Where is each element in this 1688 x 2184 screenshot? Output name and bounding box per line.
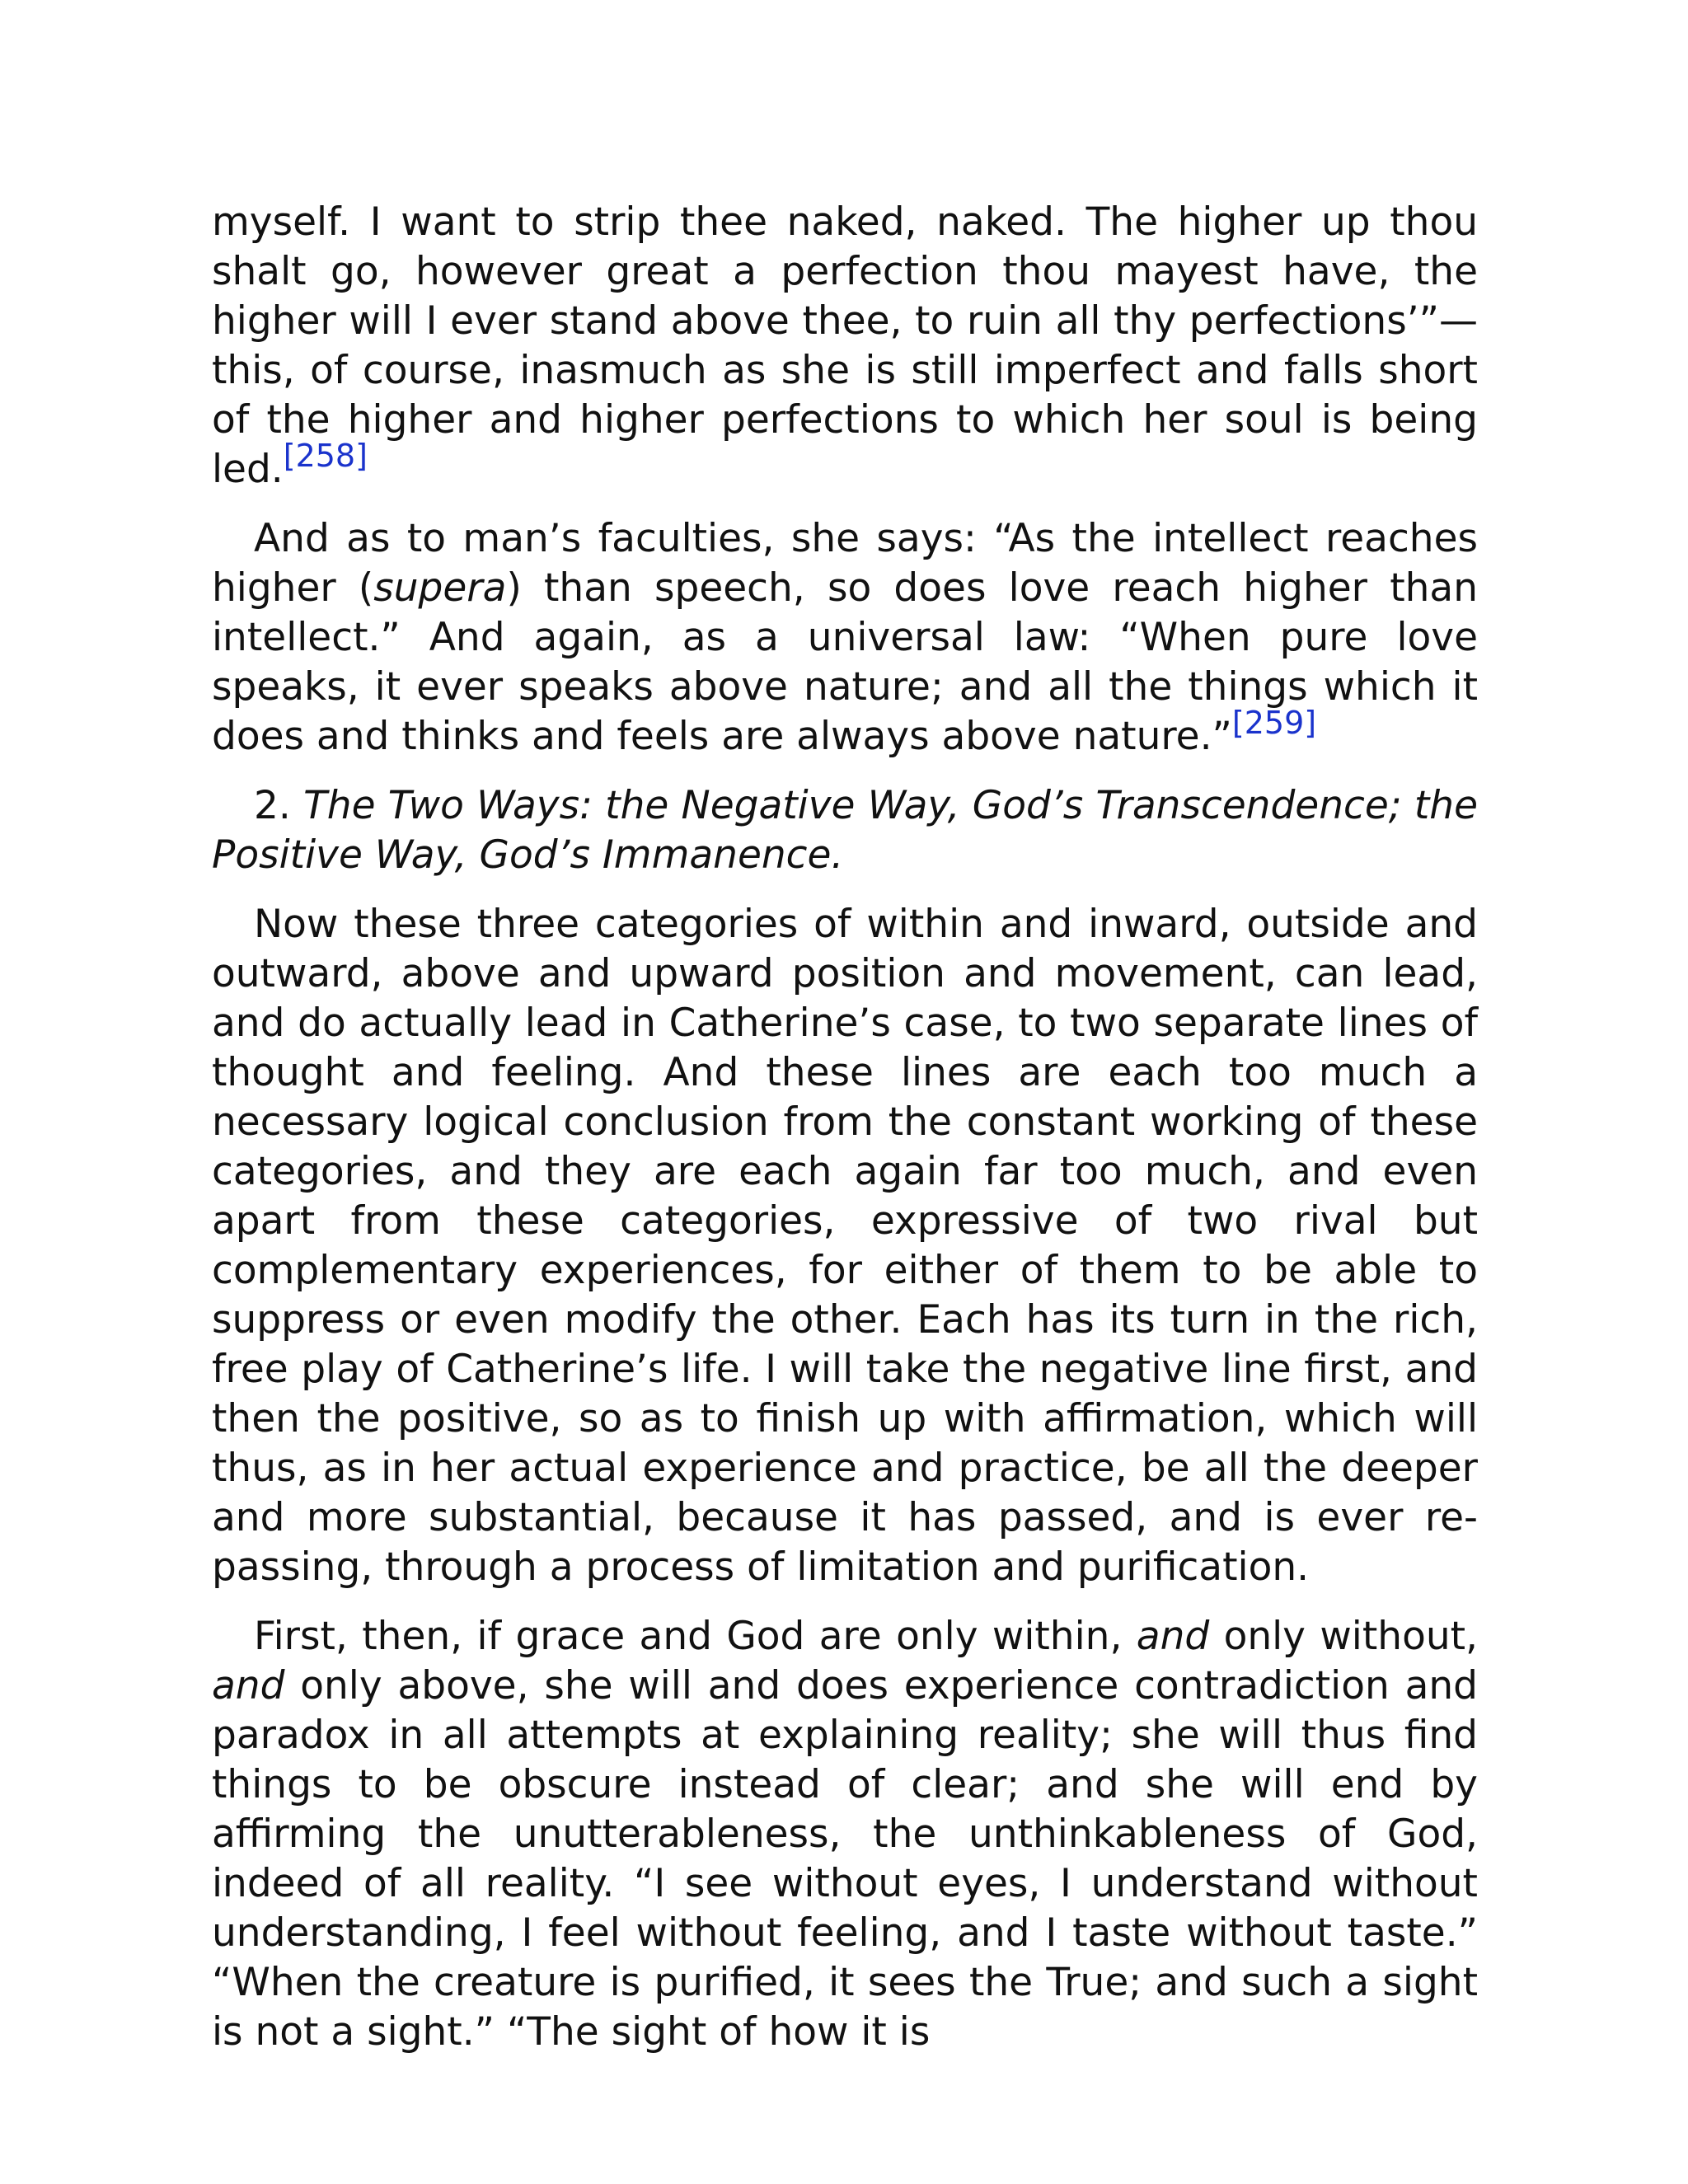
paragraph-negative-way (212, 1612, 1478, 2057)
paragraph-text: myself. I want to strip thee naked, naked. The higher up thou shalt go, however great a perfection thou mayest have, the higher will I ever stand above thee, to ruin all thy perfections’”—this, of course, inasmuch as she is still imperfect and falls short of the higher and higher perfections to which her soul is being led. (212, 199, 1478, 492)
footnote-link-259[interactable]: [259] (1231, 705, 1317, 741)
paragraph-text: And as to man’s faculties, she says: “As the intellect reaches higher ( (212, 516, 1478, 611)
footnote-link-258[interactable]: [258] (283, 438, 368, 474)
section-title: The Two Ways: the Negative Way, God’s Transcendence; the Positive Way, God’s Immanence. (212, 783, 1478, 878)
paragraph-text: Now these three categories of within and inward, outside and outward, above and upward position and movement, can lead, and do actually lead in Catherine’s case, to two separate lines of thought and feeling. And these lines are each too much a necessary logical conclusion from the constant working of these categories, and they are each again far too much, and even apart from these categories, expressive of two rival but complementary experiences, for either of them to be able to suppress or even modify the other. Each has its turn in the rich, free play of Catherine’s life. I will take the negative line first, and then the positive, so as to finish up with affirmation, which will thus, as in her actual experience and practice, be all the deeper and more substantial, because it has passed, and is ever re-passing, through a process of limitation and purification. (212, 902, 1478, 1590)
paragraph-text: First, then, if grace and God are only within, (254, 1614, 1137, 1659)
italic-word: and (212, 1663, 285, 1708)
paragraph-faculties (212, 514, 1478, 762)
paragraph-continuation (212, 198, 1478, 494)
paragraph-text: only above, she will and does experience contradiction and paradox in all attempts at explaining reality; she will thus find things to be obscure instead of clear; and she will end by affirming the unutterableness, the unthinkableness of God, indeed of all reality. “I see without eyes, I understand without understanding, I feel without feeling, and I taste without taste.” “When the creature is purified, it sees the True; and such a sight is not a sight.” “The sight of how it is (212, 1663, 1478, 2055)
paragraph-categories (212, 900, 1478, 1592)
section-number: 2. (254, 783, 304, 828)
paragraph-text: only without, (1209, 1614, 1478, 1659)
italic-word: and (1136, 1614, 1210, 1659)
document-page (212, 198, 1478, 2077)
paragraph-text: ) than speech, so does love reach higher than intellect.” And again, as a universal law: “When pure love speaks, it ever speaks above nature; and all the things which it does and thinks and feels are always above nature.” (212, 565, 1479, 759)
section-heading (212, 781, 1478, 880)
italic-term: supera (373, 565, 507, 611)
